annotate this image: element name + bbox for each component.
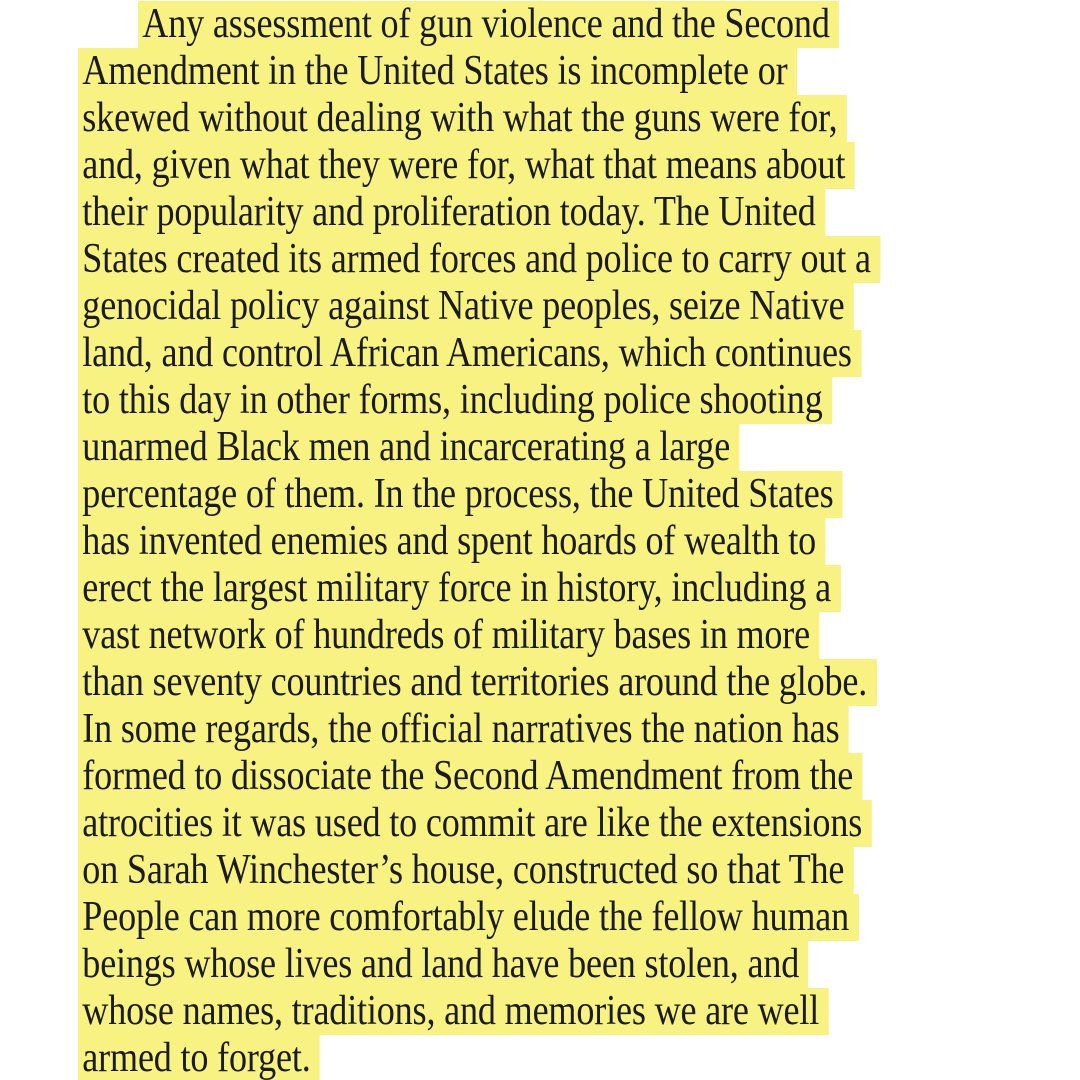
highlighted-text-line[interactable]: beings whose lives and land have been stolen, and: [78, 941, 809, 988]
highlighted-text-line[interactable]: has invented enemies and spent hoards of wealth to: [78, 518, 825, 565]
text-line: [78, 800, 1011, 847]
highlighted-text-line[interactable]: atrocities it was used to commit are like the extensions: [78, 800, 872, 847]
text-line: [78, 377, 1011, 424]
highlighted-text-line[interactable]: skewed without dealing with what the guns were for,: [78, 95, 847, 142]
text-line: [78, 330, 1011, 377]
text-line: [78, 95, 1011, 142]
highlighted-text-line[interactable]: erect the largest military force in history, including a: [78, 565, 840, 612]
highlighted-text-line[interactable]: percentage of them. In the process, the United States: [78, 471, 843, 518]
highlighted-text-line[interactable]: than seventy countries and territories around the globe.: [78, 659, 877, 706]
text-line: [78, 236, 1011, 283]
text-line: [78, 1035, 1011, 1080]
text-line: [78, 518, 1011, 565]
text-line: [78, 894, 1011, 941]
highlighted-text-line[interactable]: unarmed Black men and incarcerating a large: [78, 424, 740, 471]
text-line: [78, 753, 1011, 800]
text-line: [78, 471, 1011, 518]
text-line: [78, 988, 1011, 1035]
highlighted-text-line[interactable]: States created its armed forces and police to carry out a: [78, 236, 880, 283]
highlighted-text-line[interactable]: whose names, traditions, and memories we are well: [78, 988, 829, 1035]
highlighted-text-line[interactable]: armed to forget.: [78, 1035, 320, 1080]
highlighted-text-line[interactable]: formed to dissociate the Second Amendment from the: [78, 753, 863, 800]
highlighted-text-line[interactable]: People can more comfortably elude the fellow human: [78, 894, 858, 941]
text-line: [78, 48, 1011, 95]
highlighted-paragraph: [78, 1, 1011, 1080]
text-line: [78, 189, 1011, 236]
text-line: [78, 424, 1011, 471]
text-line: [78, 659, 1011, 706]
highlighted-text-line[interactable]: Any assessment of gun violence and the Second: [138, 1, 839, 48]
highlighted-text-line[interactable]: to this day in other forms, including police shooting: [78, 377, 832, 424]
text-line: [78, 283, 1011, 330]
highlighted-text-line[interactable]: In some regards, the official narratives the nation has: [78, 706, 849, 753]
highlighted-text-line[interactable]: and, given what they were for, what that means about: [78, 142, 855, 189]
text-line: [78, 1, 1011, 48]
text-line: [78, 565, 1011, 612]
highlighted-text-line[interactable]: on Sarah Winchester’s house, constructed so that The: [78, 847, 854, 894]
text-line: [78, 847, 1011, 894]
highlighted-text-line[interactable]: land, and control African Americans, which continues: [78, 330, 861, 377]
highlighted-text-line[interactable]: vast network of hundreds of military bases in more: [78, 612, 819, 659]
text-line: [78, 142, 1011, 189]
text-line: [78, 706, 1011, 753]
text-line: [78, 941, 1011, 988]
highlighted-text-line[interactable]: Amendment in the United States is incomplete or: [78, 48, 797, 95]
highlighted-text-line[interactable]: genocidal policy against Native peoples, seize Native: [78, 283, 854, 330]
highlighted-text-line[interactable]: their popularity and proliferation today. The United: [78, 189, 825, 236]
text-line: [78, 612, 1011, 659]
